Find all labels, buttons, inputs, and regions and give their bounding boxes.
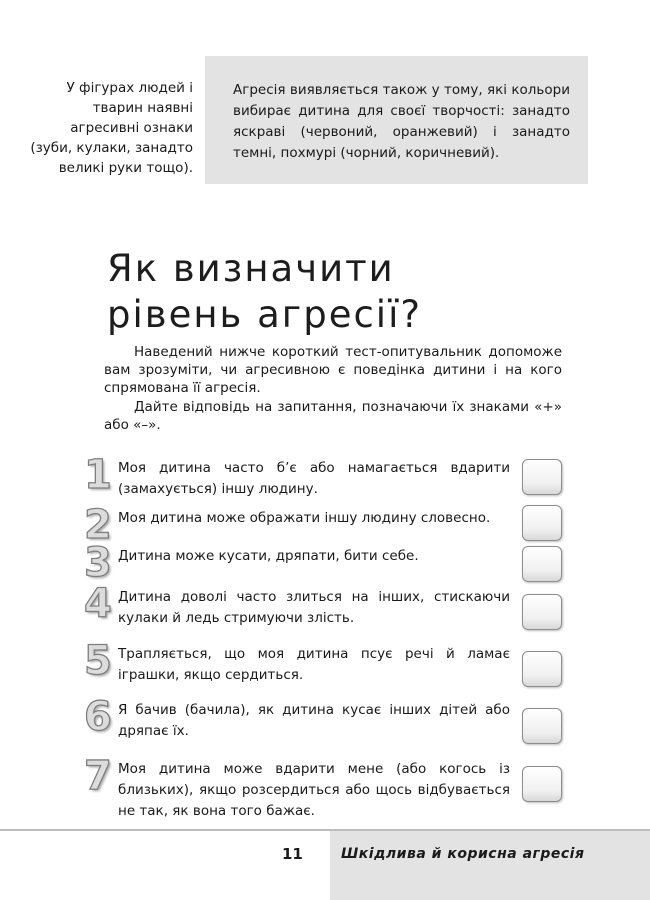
intro-paragraph-1: Наведений нижче короткий тест-опитувальник допоможе вам зрозуміти, чи агресивною є поведінка дитини і на кого спрямована її агресія. [104,344,562,396]
question-text: Я бачив (бачила), як дитина кусає інших дітей або дряпає їх. [118,702,510,739]
side-note: У фігурах людей і тварин наявні агресивні ознаки (зуби, кулаки, занадто великі руки тощо). [30,80,193,176]
question-text: Моя дитина часто б’є або намагається вдарити (замахується) іншу людину. [118,460,510,497]
number-2-icon: 2 [84,502,112,548]
info-box [205,56,588,184]
answer-checkbox-4[interactable] [522,594,562,630]
answer-checkbox-3[interactable] [522,546,562,582]
question-text: Моя дитина може вдарити мене (або когось із близьких), якщо розсердиться або щось відбувається не так, як вона того бажає. [118,761,510,819]
question-text: Трапляється, що моя дитина псує речі й ламає іграшки, якщо сердиться. [118,646,510,683]
answer-checkbox-2[interactable] [522,505,562,541]
question-text: Дитина може кусати, дряпати, бити себе. [118,548,419,564]
info-box-text: Агресія виявляється також у тому, які кольори вибирає дитина для своєї творчості: занадто яскраві (червоний, оранжевий) і занадто темні, похмурі (чорний, коричневий). [233,82,570,161]
intro-text [104,343,562,435]
footer-title-band [330,829,650,900]
number-5-icon: 5 [84,638,112,684]
question-text: Моя дитина може ображати іншу людину словесно. [118,510,491,526]
footer-left [0,829,330,900]
number-3-icon: 3 [84,540,112,586]
question-item-4 [84,581,568,634]
answer-checkbox-6[interactable] [522,708,562,744]
question-item-5 [84,638,568,691]
intro-paragraph-2: Дайте відповідь на запитання, позначаючи їх знаками «+» або «–». [104,399,562,433]
answer-checkbox-5[interactable] [522,651,562,687]
footer-divider [0,829,650,831]
running-title: Шкідлива й корисна агресія [341,846,585,862]
answer-checkbox-1[interactable] [522,459,562,495]
question-item-7 [84,753,568,819]
title-line-2: рівень агресії? [107,293,422,336]
number-4-icon: 4 [84,581,112,627]
number-1-icon: 1 [84,452,112,498]
answer-checkbox-7[interactable] [522,766,562,802]
question-item-1 [84,452,568,505]
question-item-6 [84,694,568,747]
section-title [107,246,547,338]
title-line-1: Як визначити [107,247,395,290]
number-6-icon: 6 [84,694,112,740]
page-number: 11 [282,845,303,863]
question-text: Дитина доволі часто злиться на інших, стискаючи кулаки й ледь стримуючи злість. [118,589,510,626]
number-7-icon: 7 [84,753,112,799]
